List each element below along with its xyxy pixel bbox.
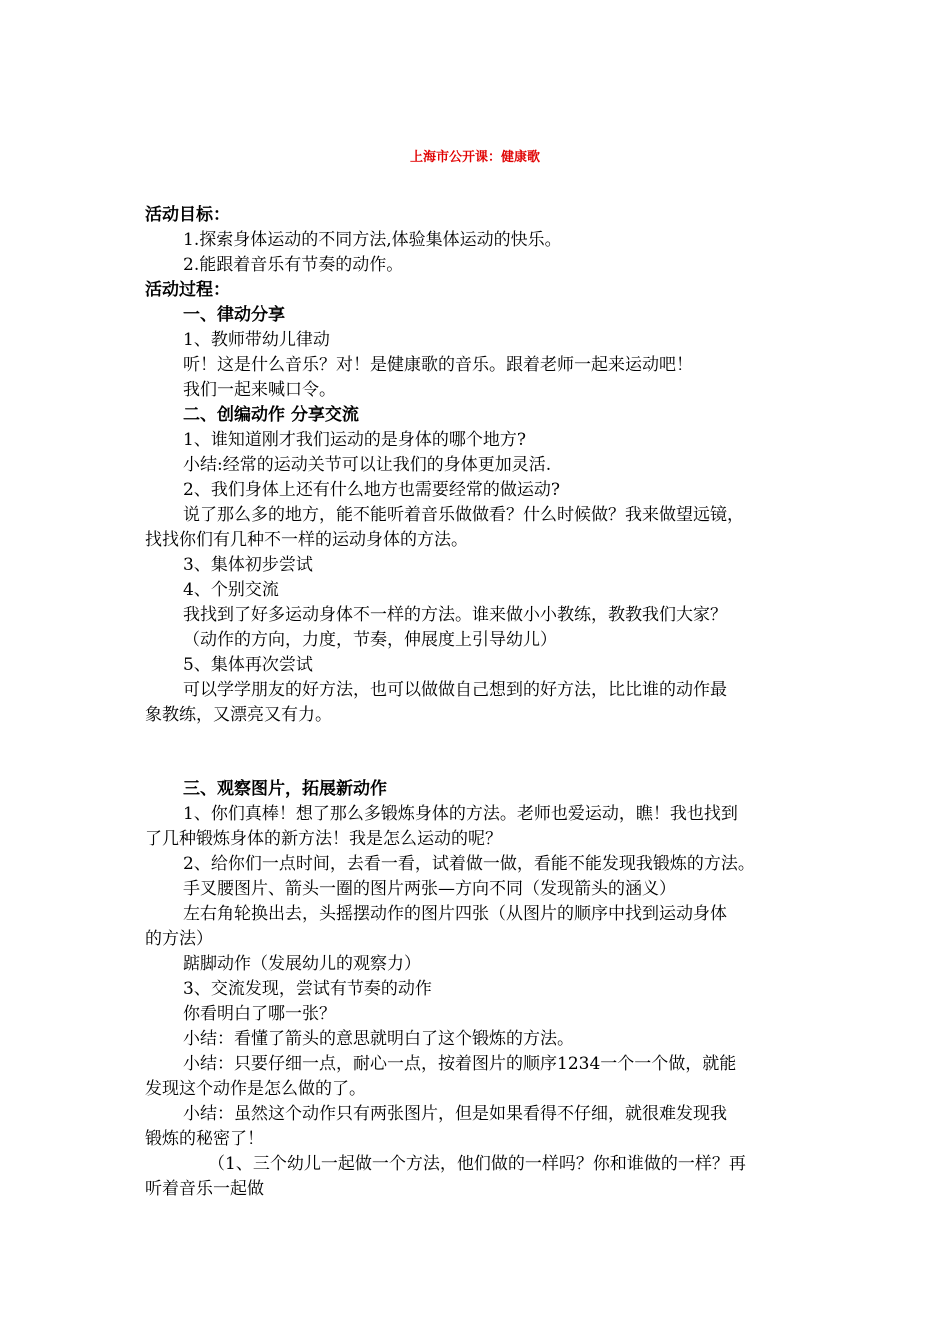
paragraph-line: 左右角轮换出去，头摇摆动作的图片四张（从图片的顺序中找到运动身体 bbox=[183, 904, 727, 924]
paragraph-line: 1.探索身体运动的不同方法,体验集体运动的快乐。 bbox=[183, 230, 562, 250]
paragraph-line: 听着音乐一起做 bbox=[145, 1179, 264, 1199]
paragraph-line: 了几种锻炼身体的新方法！我是怎么运动的呢？ bbox=[145, 829, 502, 849]
paragraph-line: 1、教师带幼儿律动 bbox=[183, 330, 330, 350]
subsection-heading-2: 二、创编动作 分享交流 bbox=[183, 405, 359, 425]
paragraph-line: 象教练，又漂亮又有力。 bbox=[145, 705, 332, 725]
paragraph-line: 3、交流发现，尝试有节奏的动作 bbox=[183, 979, 432, 999]
subsection-heading-3: 三、观察图片，拓展新动作 bbox=[183, 779, 387, 799]
paragraph-line: 2、给你们一点时间，去看一看，试着做一做，看能不能发现我锻炼的方法。 bbox=[183, 854, 755, 874]
section-heading-goals: 活动目标： bbox=[145, 205, 230, 225]
paragraph-line: 的方法） bbox=[145, 929, 213, 949]
paragraph-line: （动作的方向，力度，节奏，伸展度上引导幼儿） bbox=[183, 630, 557, 650]
paragraph-line: 2.能跟着音乐有节奏的动作。 bbox=[183, 255, 404, 275]
paragraph-line: 发现这个动作是怎么做的了。 bbox=[145, 1079, 366, 1099]
paragraph-line: 说了那么多的地方，能不能听着音乐做做看？什么时候做？我来做望远镜， bbox=[183, 505, 744, 525]
paragraph-line: 手叉腰图片、箭头一圈的图片两张—方向不同（发现箭头的涵义） bbox=[183, 879, 676, 899]
section-heading-process: 活动过程： bbox=[145, 280, 230, 300]
paragraph-line: 3、集体初步尝试 bbox=[183, 555, 313, 575]
document-title: 上海市公开课：健康歌 bbox=[409, 150, 540, 165]
paragraph-line: 我们一起来喊口令。 bbox=[183, 380, 336, 400]
paragraph-line: 小结：看懂了箭头的意思就明白了这个锻炼的方法。 bbox=[183, 1029, 574, 1049]
paragraph-line: 1、谁知道刚才我们运动的是身体的哪个地方? bbox=[183, 430, 526, 450]
paragraph-line: 小结：只要仔细一点，耐心一点，按着图片的顺序1234一个一个做，就能 bbox=[183, 1054, 737, 1074]
paragraph-line: 1、你们真棒！想了那么多锻炼身体的方法。老师也爱运动，瞧！我也找到 bbox=[183, 804, 738, 824]
paragraph-line: 锻炼的秘密了！ bbox=[145, 1129, 264, 1149]
paragraph-line: 踮脚动作（发展幼儿的观察力） bbox=[183, 954, 421, 974]
paragraph-line: 你看明白了哪一张？ bbox=[183, 1004, 336, 1024]
paragraph-line: （1、三个幼儿一起做一个方法，他们做的一样吗？你和谁做的一样？再 bbox=[208, 1154, 746, 1174]
paragraph-line: 小结：虽然这个动作只有两张图片，但是如果看得不仔细，就很难发现我 bbox=[183, 1104, 727, 1124]
paragraph-line: 4、个别交流 bbox=[183, 580, 279, 600]
paragraph-line: 5、集体再次尝试 bbox=[183, 655, 313, 675]
paragraph-line: 找找你们有几种不一样的运动身体的方法。 bbox=[145, 530, 468, 550]
paragraph-line: 听！这是什么音乐？对！是健康歌的音乐。跟着老师一起来运动吧！ bbox=[183, 355, 693, 375]
paragraph-line: 可以学学朋友的好方法，也可以做做自己想到的好方法，比比谁的动作最 bbox=[183, 680, 727, 700]
paragraph-line: 小结:经常的运动关节可以让我们的身体更加灵活. bbox=[183, 455, 552, 475]
subsection-heading-1: 一、律动分享 bbox=[183, 305, 285, 325]
paragraph-line: 2、我们身体上还有什么地方也需要经常的做运动? bbox=[183, 480, 560, 500]
paragraph-line: 我找到了好多运动身体不一样的方法。谁来做小小教练，教教我们大家？ bbox=[183, 605, 727, 625]
